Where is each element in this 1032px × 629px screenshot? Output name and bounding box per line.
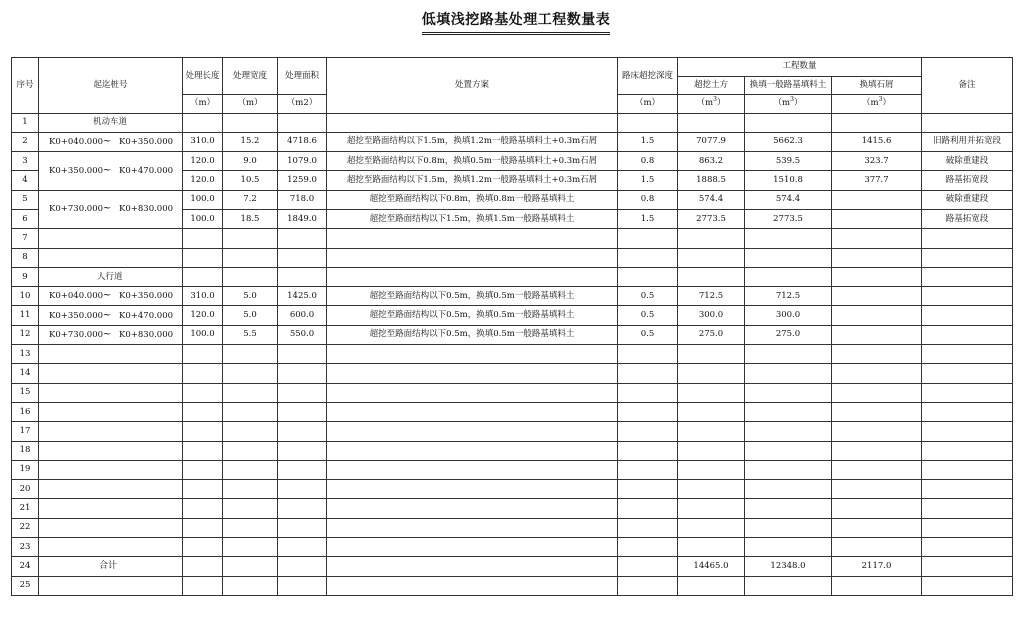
table-row: 15 [12, 383, 1013, 402]
station-range: K0+730.000~ K0+830.000 [39, 190, 183, 229]
table-row: 3 K0+350.000~ K0+470.000 120.0 9.0 1079.0 超挖至路面结构以下0.8m，换填0.5m一般路基填料土+0.3m石屑 0.8 863.2 539.5 323.7 破除重建段 [12, 152, 1013, 171]
table-row: 11 K0+350.000~ K0+470.000 120.0 5.0 600.0 超挖至路面结构以下0.5m，换填0.5m一般路基填料土 0.5 300.0 300.0 [12, 306, 1013, 325]
header-quantity-group: 工程数量 [678, 58, 922, 77]
header-depth: 路床超挖深度 [618, 58, 678, 95]
total-row: 24 合计 14465.0 12348.0 2117.0 [12, 557, 1013, 576]
unit-fill-stone: $(m^3)$ [832, 95, 922, 114]
table-row: 8 [12, 248, 1013, 267]
table-row: 9 人行道 [12, 267, 1013, 286]
station-range: K0+350.000~ K0+470.000 [39, 306, 183, 325]
table-row: 18 [12, 441, 1013, 460]
table-row: 23 [12, 538, 1013, 557]
table-row: 4 120.0 10.5 1259.0 超挖至路面结构以下1.5m，换填1.2m一般路基填料土+0.3m石屑 1.5 1888.5 1510.8 377.7 路基拓宽段 [12, 171, 1013, 190]
table-row: 25 [12, 576, 1013, 595]
unit-length: （m） [183, 95, 223, 114]
table-row: 14 [12, 364, 1013, 383]
unit-depth: （m） [618, 95, 678, 114]
station-range: K0+730.000~ K0+830.000 [39, 325, 183, 344]
header-excavation: 超挖土方 [678, 76, 745, 95]
table-row: 1 机动车道 [12, 113, 1013, 132]
table-row: 6 100.0 18.5 1849.0 超挖至路面结构以下1.5m，换填1.5m一般路基填料土 1.5 2773.5 2773.5 路基拓宽段 [12, 209, 1013, 228]
unit-area: （m2） [278, 95, 327, 114]
station-range: K0+040.000~ K0+350.000 [39, 287, 183, 306]
table-row: 13 [12, 345, 1013, 364]
section-sidewalk: 人行道 [39, 267, 183, 286]
header-seq: 序号 [12, 58, 39, 114]
total-fill-stone: 2117.0 [832, 557, 922, 576]
table-row: 21 [12, 499, 1013, 518]
header-remark: 备注 [922, 58, 1013, 114]
table-row: 10 K0+040.000~ K0+350.000 310.0 5.0 1425.0 超挖至路面结构以下0.5m，换填0.5m一般路基填料土 0.5 712.5 712.5 [12, 287, 1013, 306]
unit-fill-soil: $(m^3)$ [745, 95, 832, 114]
header-row-1 [12, 58, 1013, 77]
header-area: 处理面积 [278, 58, 327, 95]
station-range: K0+040.000~ K0+350.000 [39, 132, 183, 151]
total-excavation: 14465.0 [678, 557, 745, 576]
table-row: 20 [12, 480, 1013, 499]
total-fill-soil: 12348.0 [745, 557, 832, 576]
table-row: 16 [12, 402, 1013, 421]
section-motor: 机动车道 [39, 113, 183, 132]
table-row: 12 K0+730.000~ K0+830.000 100.0 5.5 550.0 超挖至路面结构以下0.5m，换填0.5m一般路基填料土 0.5 275.0 275.0 [12, 325, 1013, 344]
header-station: 起迄桩号 [39, 58, 183, 114]
page-title: 低填浅挖路基处理工程数量表 [422, 9, 611, 35]
header-fill-stone: 换填石屑 [832, 76, 922, 95]
header-plan: 处置方案 [327, 58, 618, 114]
unit-width: （m） [223, 95, 278, 114]
quantity-table [11, 57, 1013, 596]
total-label: 合计 [39, 557, 183, 576]
table-row: 19 [12, 460, 1013, 479]
table-row: 7 [12, 229, 1013, 248]
header-width: 处理宽度 [223, 58, 278, 95]
header-fill-soil: 换填一般路基填料土 [745, 76, 832, 95]
unit-excavation: $(m^3)$ [678, 95, 745, 114]
table-row: 22 [12, 518, 1013, 537]
title-wrap [0, 9, 1032, 35]
header-length: 处理长度 [183, 58, 223, 95]
table-row: 5 K0+730.000~ K0+830.000 100.0 7.2 718.0 超挖至路面结构以下0.8m，换填0.8m一般路基填料土 0.8 574.4 574.4 破除重建段 [12, 190, 1013, 209]
table-row: 17 [12, 422, 1013, 441]
station-range: K0+350.000~ K0+470.000 [39, 152, 183, 191]
table-row: 2 K0+040.000~ K0+350.000 310.0 15.2 4718.6 超挖至路面结构以下1.5m，换填1.2m一般路基填料土+0.3m石屑 1.5 7077.9 5662.3 1415.6 旧路利用并拓宽段 [12, 132, 1013, 151]
